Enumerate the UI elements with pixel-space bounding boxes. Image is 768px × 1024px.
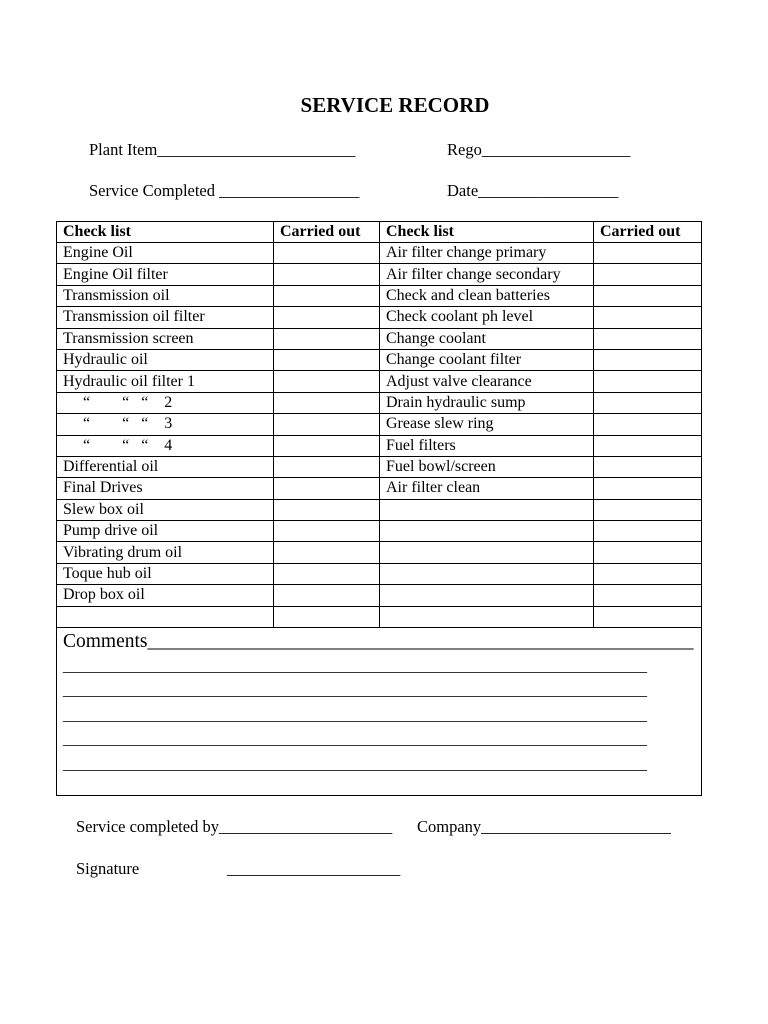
carried-out-cell-right[interactable]: [594, 285, 702, 306]
rego-field[interactable]: Rego__________________: [447, 140, 631, 159]
check-item-right: [380, 542, 594, 563]
check-item-right: Fuel filters: [380, 435, 594, 456]
table-row: [57, 307, 702, 328]
carried-out-cell-right[interactable]: [594, 435, 702, 456]
carried-out-cell-left[interactable]: [274, 478, 380, 499]
carried-out-cell-right[interactable]: [594, 456, 702, 477]
carried-out-cell-right[interactable]: [594, 328, 702, 349]
check-item-left: Vibrating drum oil: [57, 542, 274, 563]
check-item-right: Air filter change primary: [380, 243, 594, 264]
comment-line[interactable]: _________________________________________________________________________: [63, 731, 647, 749]
carried-out-cell-left[interactable]: [274, 371, 380, 392]
table-row: [57, 499, 702, 520]
carried-out-cell-left[interactable]: [274, 243, 380, 264]
signature-field[interactable]: _____________________: [227, 859, 401, 878]
carried-out-cell-left[interactable]: [274, 606, 380, 627]
table-row: [57, 606, 702, 627]
service-completed-by-field[interactable]: Service completed by_____________________: [76, 817, 393, 836]
check-item-right: [380, 563, 594, 584]
carried-out-cell-left[interactable]: [274, 456, 380, 477]
comment-line[interactable]: _________________________________________________________________________: [63, 658, 647, 676]
carried-out-cell-right[interactable]: [594, 521, 702, 542]
comment-line[interactable]: _________________________________________________________________________: [63, 755, 647, 773]
table-row: [57, 349, 702, 370]
check-item-left: “ “ “ 4: [57, 435, 274, 456]
column-header-check-list: Check list: [380, 222, 594, 243]
check-item-left: Toque hub oil: [57, 563, 274, 584]
carried-out-cell-left[interactable]: [274, 435, 380, 456]
check-item-right: Check coolant ph level: [380, 307, 594, 328]
comments-row: [57, 628, 702, 796]
check-item-left: Engine Oil filter: [57, 264, 274, 285]
carried-out-cell-right[interactable]: [594, 542, 702, 563]
check-item-right: [380, 499, 594, 520]
comments-box[interactable]: [57, 628, 702, 796]
company-field[interactable]: Company_______________________: [417, 817, 671, 836]
check-item-right: Adjust valve clearance: [380, 371, 594, 392]
carried-out-cell-right[interactable]: [594, 371, 702, 392]
table-row: [57, 478, 702, 499]
carried-out-cell-right[interactable]: [594, 307, 702, 328]
carried-out-cell-left[interactable]: [274, 264, 380, 285]
carried-out-cell-right[interactable]: [594, 392, 702, 413]
check-item-right: Air filter clean: [380, 478, 594, 499]
service-completed-field[interactable]: Service Completed _________________: [89, 181, 360, 200]
check-item-left: Slew box oil: [57, 499, 274, 520]
check-item-left: Drop box oil: [57, 585, 274, 606]
check-item-left: Hydraulic oil filter 1: [57, 371, 274, 392]
carried-out-cell-right[interactable]: [594, 243, 702, 264]
carried-out-cell-left[interactable]: [274, 328, 380, 349]
table-row: [57, 456, 702, 477]
table-row: [57, 328, 702, 349]
column-header-carried-out: Carried out: [594, 222, 702, 243]
date-field[interactable]: Date_________________: [447, 181, 619, 200]
table-row: [57, 392, 702, 413]
comment-line[interactable]: _________________________________________________________________________: [63, 706, 647, 724]
carried-out-cell-right[interactable]: [594, 499, 702, 520]
carried-out-cell-left[interactable]: [274, 285, 380, 306]
carried-out-cell-right[interactable]: [594, 478, 702, 499]
check-item-right: Check and clean batteries: [380, 285, 594, 306]
check-item-right: Grease slew ring: [380, 414, 594, 435]
table-row: [57, 243, 702, 264]
check-item-left: Pump drive oil: [57, 521, 274, 542]
carried-out-cell-right[interactable]: [594, 585, 702, 606]
column-header-carried-out: Carried out: [274, 222, 380, 243]
carried-out-cell-right[interactable]: [594, 606, 702, 627]
check-item-right: Change coolant: [380, 328, 594, 349]
check-item-right: [380, 521, 594, 542]
comment-lines: [63, 655, 701, 777]
carried-out-cell-left[interactable]: [274, 563, 380, 584]
check-item-right: [380, 585, 594, 606]
checklist-table: [56, 221, 702, 796]
carried-out-cell-right[interactable]: [594, 563, 702, 584]
check-item-left: Transmission oil filter: [57, 307, 274, 328]
table-row: [57, 285, 702, 306]
check-item-left: “ “ “ 2: [57, 392, 274, 413]
table-row: [57, 371, 702, 392]
carried-out-cell-left[interactable]: [274, 414, 380, 435]
carried-out-cell-right[interactable]: [594, 264, 702, 285]
check-item-left: [57, 606, 274, 627]
plant-item-field[interactable]: Plant Item________________________: [89, 140, 356, 159]
carried-out-cell-left[interactable]: [274, 542, 380, 563]
carried-out-cell-left[interactable]: [274, 349, 380, 370]
carried-out-cell-left[interactable]: [274, 585, 380, 606]
table-row: [57, 585, 702, 606]
table-row: [57, 521, 702, 542]
check-item-left: “ “ “ 3: [57, 414, 274, 435]
carried-out-cell-right[interactable]: [594, 414, 702, 435]
column-header-check-list: Check list: [57, 222, 274, 243]
check-item-right: Change coolant filter: [380, 349, 594, 370]
carried-out-cell-left[interactable]: [274, 307, 380, 328]
check-item-left: Differential oil: [57, 456, 274, 477]
table-row: [57, 563, 702, 584]
check-item-right: Drain hydraulic sump: [380, 392, 594, 413]
carried-out-cell-right[interactable]: [594, 349, 702, 370]
table-row: [57, 542, 702, 563]
check-item-right: Fuel bowl/screen: [380, 456, 594, 477]
check-item-left: Hydraulic oil: [57, 349, 274, 370]
table-header-row: [57, 222, 702, 243]
comment-line[interactable]: _________________________________________________________________________: [63, 682, 647, 700]
check-item-left: Transmission oil: [57, 285, 274, 306]
carried-out-cell-left[interactable]: [274, 521, 380, 542]
check-item-left: Engine Oil: [57, 243, 274, 264]
table-row: [57, 435, 702, 456]
check-item-right: [380, 606, 594, 627]
carried-out-cell-left[interactable]: [274, 499, 380, 520]
carried-out-cell-left[interactable]: [274, 392, 380, 413]
table-row: [57, 264, 702, 285]
page-title: SERVICE RECORD: [300, 93, 490, 117]
table-row: [57, 414, 702, 435]
signature-label: Signature: [76, 859, 140, 878]
check-item-left: Transmission screen: [57, 328, 274, 349]
comments-label: Comments________________________________________________________: [63, 631, 694, 653]
check-item-right: Air filter change secondary: [380, 264, 594, 285]
check-item-left: Final Drives: [57, 478, 274, 499]
